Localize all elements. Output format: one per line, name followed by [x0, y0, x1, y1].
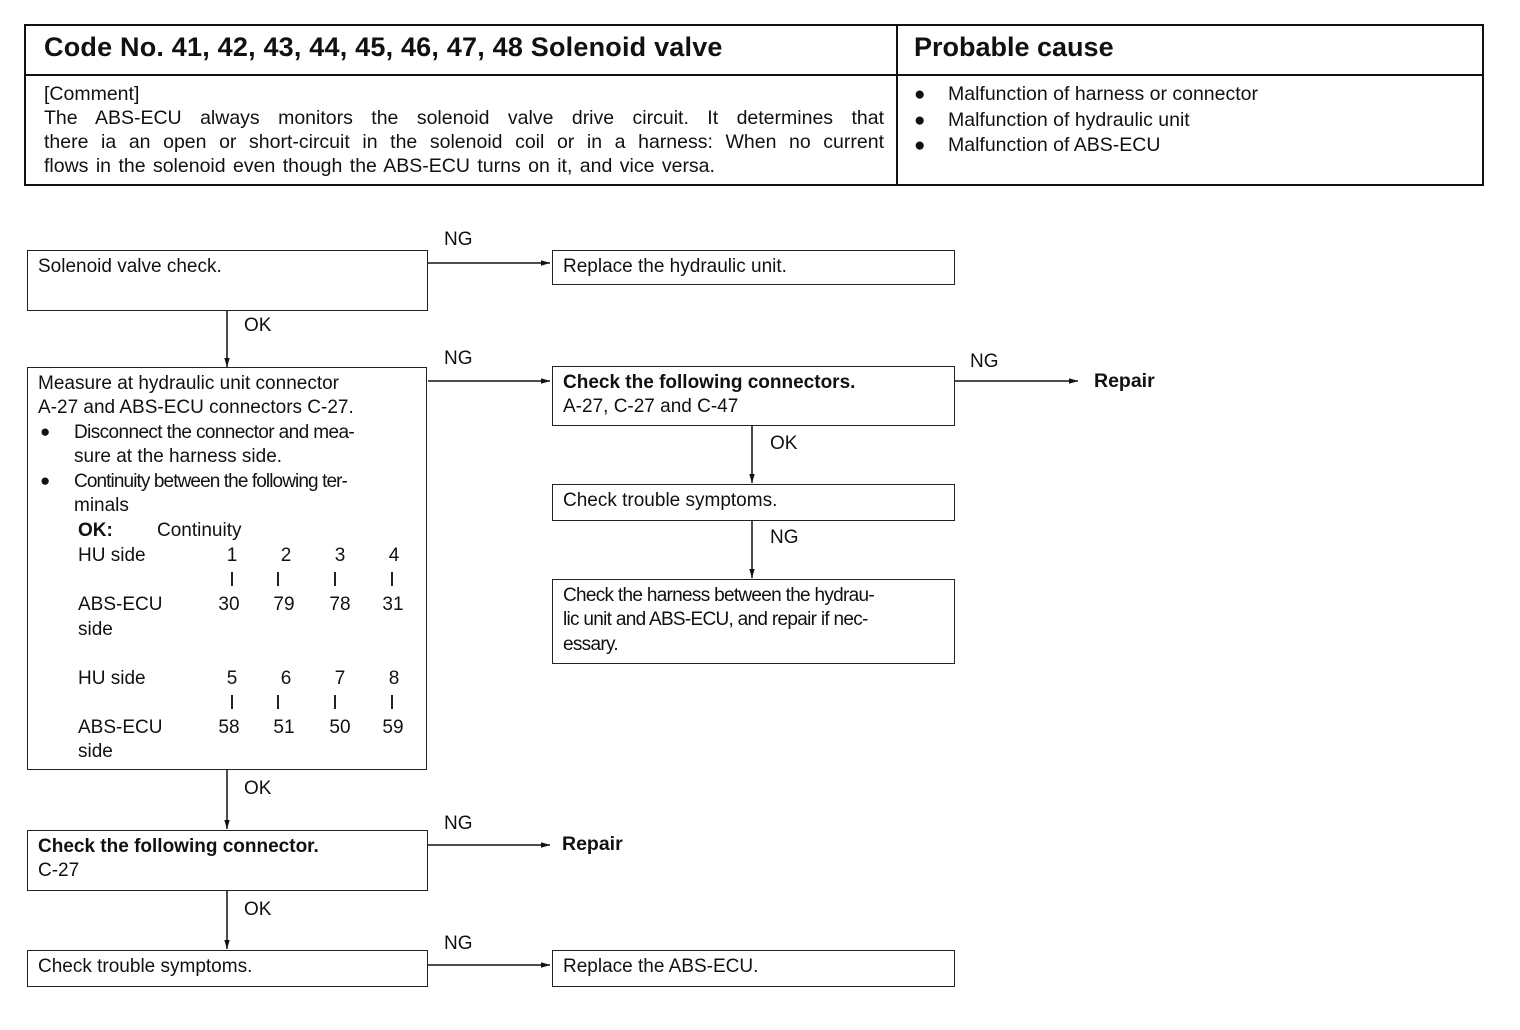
bullet-icon: ●: [40, 471, 51, 490]
probable-cause-title: Probable cause: [914, 32, 1114, 62]
ecu-terminal: 59: [382, 717, 404, 738]
hu-terminal: 5: [226, 668, 238, 689]
check-trouble-symptoms-right-text: Check trouble symptoms.: [563, 490, 778, 511]
abs-ecu-side-label: side: [78, 741, 113, 762]
hu-terminal: 6: [280, 668, 292, 689]
check-trouble-symptoms-right-box: [552, 484, 955, 521]
ecu-terminal: 30: [218, 594, 240, 615]
replace-hydraulic-unit-box: [552, 250, 955, 285]
check-connectors-title: Check the following connectors.: [563, 372, 856, 393]
cause-item: ● Malfunction of hydraulic unit: [914, 108, 1258, 134]
continuity-tick: [277, 572, 279, 586]
solenoid-valve-check-text: Solenoid valve check.: [38, 256, 222, 277]
continuity-tick: [334, 695, 336, 709]
comment-line-2: there ia an open or short-circuit in the solenoid coil or in a harness: When no current: [44, 131, 884, 153]
measure-connector-box: [27, 367, 427, 770]
comment-line-1: The ABS-ECU always monitors the solenoid valve drive circuit. It determines that: [44, 107, 884, 129]
ecu-terminal: 31: [382, 594, 404, 615]
replace-abs-ecu-text: Replace the ABS-ECU.: [563, 956, 759, 977]
bullet-icon: ●: [40, 422, 51, 441]
continuity-tick: [391, 572, 393, 586]
ecu-terminal: 58: [218, 717, 240, 738]
ok-label: OK: [244, 315, 272, 336]
hu-terminal: 8: [388, 668, 400, 689]
repair-label: Repair: [1094, 370, 1155, 392]
hu-terminal: 3: [334, 545, 346, 566]
ecu-terminal: 79: [273, 594, 295, 615]
ok-value: Continuity: [157, 520, 242, 541]
abs-ecu-side-label: side: [78, 619, 113, 640]
measure-bullet-2-line-2: minals: [74, 495, 129, 516]
measure-line-2: A-27 and ABS-ECU connectors C-27.: [38, 397, 354, 418]
bullet-icon: ●: [914, 109, 926, 131]
hu-terminal: 1: [226, 545, 238, 566]
ok-label: OK: [244, 778, 272, 799]
bullet-icon: ●: [914, 135, 926, 156]
check-harness-line-3: essary.: [563, 633, 618, 655]
continuity-tick: [231, 572, 233, 586]
hu-side-label: HU side: [78, 545, 146, 566]
replace-abs-ecu-box: [552, 950, 955, 987]
ng-label: NG: [444, 348, 473, 369]
replace-hydraulic-unit-text: Replace the hydraulic unit.: [563, 256, 787, 277]
hu-terminal: 2: [280, 545, 292, 566]
code-title: Code No. 41, 42, 43, 44, 45, 46, 47, 48 Solenoid valve: [44, 32, 723, 62]
check-harness-box: [552, 579, 955, 664]
measure-bullet-2-line-1: Continuity between the following ter-: [74, 471, 347, 492]
check-connector-box: [27, 830, 428, 891]
measure-bullet-1-line-2: sure at the harness side.: [74, 446, 283, 467]
abs-ecu-side-label: ABS-ECU: [78, 717, 163, 738]
check-connector-code: C-27: [38, 860, 80, 882]
cause-item: ● Malfunction of harness or connector: [914, 82, 1258, 108]
ok-label: OK: [770, 433, 798, 454]
ecu-terminal: 50: [329, 717, 351, 738]
check-trouble-symptoms-left-text: Check trouble symptoms.: [38, 956, 253, 977]
check-trouble-symptoms-left-box: [27, 950, 428, 987]
comment-label: [Comment]: [44, 83, 140, 105]
ecu-terminal: 78: [329, 594, 351, 615]
continuity-tick: [391, 695, 393, 709]
ok-label: OK: [244, 899, 272, 920]
ng-label: NG: [970, 351, 999, 372]
check-connector-title: Check the following connector.: [38, 836, 319, 857]
check-harness-line-2: lic unit and ABS-ECU, and repair if nec-: [563, 609, 868, 631]
ok-label: OK:: [78, 520, 113, 541]
continuity-tick: [334, 572, 336, 586]
ng-label: NG: [444, 933, 473, 954]
check-harness-line-1: Check the harness between the hydrau-: [563, 585, 875, 606]
continuity-tick: [231, 695, 233, 709]
ecu-terminal: 51: [273, 717, 295, 738]
check-connectors-list: A-27, C-27 and C-47: [563, 396, 739, 418]
ng-label: NG: [444, 813, 473, 834]
cause-item: ● Malfunction of ABS-ECU: [914, 133, 1258, 159]
ng-label: NG: [444, 229, 473, 250]
bullet-icon: ●: [914, 84, 926, 105]
hu-terminal: 7: [334, 668, 346, 689]
continuity-tick: [277, 695, 279, 709]
hu-terminal: 4: [388, 545, 400, 566]
measure-line-1: Measure at hydraulic unit connector: [38, 373, 339, 394]
check-connectors-box: [552, 366, 955, 426]
ng-label: NG: [770, 527, 799, 548]
measure-bullet-1-line-1: Disconnect the connector and mea-: [74, 422, 355, 443]
repair-label: Repair: [562, 833, 623, 855]
solenoid-valve-check-box: [27, 250, 428, 311]
hu-side-label: HU side: [78, 668, 146, 689]
comment-line-3: flows in the solenoid even though the ABS-ECU turns on it, and vice versa.: [44, 155, 715, 177]
abs-ecu-side-label: ABS-ECU: [78, 594, 163, 615]
